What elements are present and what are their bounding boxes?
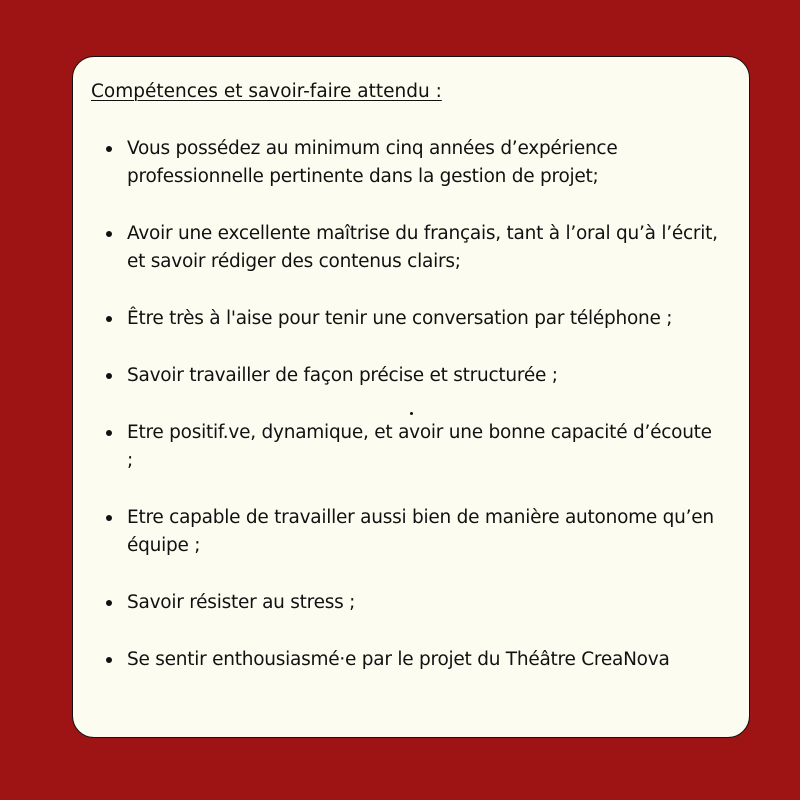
list-item-text: Être très à l'aise pour tenir une conversation par téléphone ;	[127, 308, 673, 329]
list-item	[73, 419, 749, 475]
list-item-text: Savoir travailler de façon précise et structurée ;	[127, 365, 558, 386]
bullet-icon	[106, 316, 112, 322]
bullet-icon	[106, 515, 112, 521]
list-item	[73, 362, 749, 390]
stray-dot-mark	[410, 412, 413, 415]
list-item-text: Vous possédez au minimum cinq années d’expérience professionnelle pertinente dans la gestion de projet;	[127, 138, 618, 187]
bullet-icon	[106, 657, 112, 663]
list-item	[73, 135, 749, 191]
bullet-icon	[106, 600, 112, 606]
list-item	[73, 305, 749, 333]
bullet-icon	[106, 231, 112, 237]
list-item-text: Se sentir enthousiasmé·e par le projet du Théâtre CreaNova	[127, 649, 670, 670]
bullet-icon	[106, 373, 112, 379]
list-item-text: Avoir une excellente maîtrise du français, tant à l’oral qu’à l’écrit, et savoir rédiger des contenus clairs;	[127, 223, 718, 272]
list-item-text: Etre positif.ve, dynamique, et avoir une bonne capacité d’écoute ;	[127, 422, 712, 471]
list-item	[73, 646, 749, 674]
list-item-text: Etre capable de travailler aussi bien de manière autonome qu’en équipe ;	[127, 507, 714, 556]
list-item	[73, 220, 749, 276]
list-item-text: Savoir résister au stress ;	[127, 592, 356, 613]
requirements-list	[73, 135, 749, 674]
list-item	[73, 589, 749, 617]
bullet-icon	[106, 146, 112, 152]
content-card	[72, 56, 750, 738]
bullet-icon	[106, 430, 112, 436]
section-heading: Compétences et savoir-faire attendu :	[91, 81, 442, 102]
list-item	[73, 504, 749, 560]
